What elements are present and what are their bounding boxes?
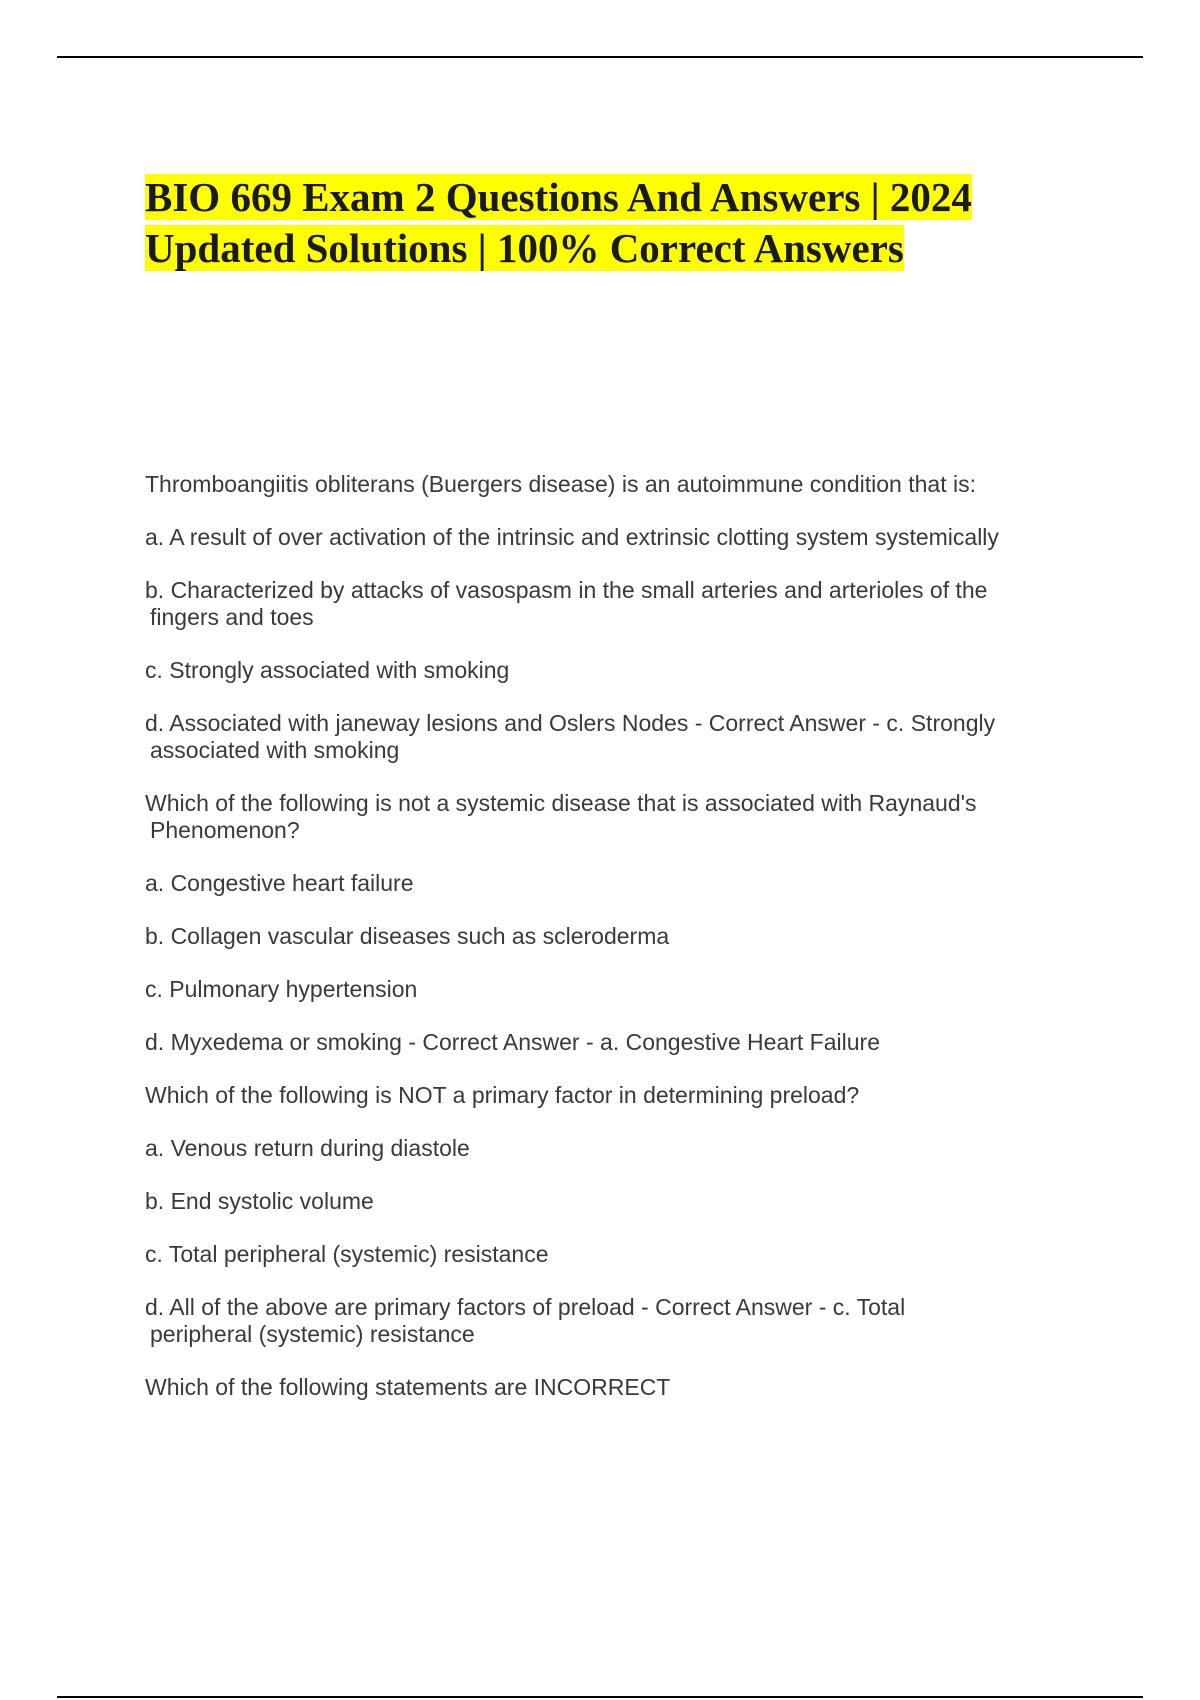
question-1-option-d-answer: d. Associated with janeway lesions and Oslers Nodes - Correct Answer - c. Strongly associated with smoking xyxy=(145,710,996,763)
question-3-option-d-answer: d. All of the above are primary factors of preload - Correct Answer - c. Total peripheral (systemic) resistance xyxy=(145,1294,906,1347)
question-2-option-b: b. Collagen vascular diseases such as scleroderma xyxy=(145,923,670,949)
footer-rule xyxy=(57,1696,1143,1698)
question-1-option-a: a. A result of over activation of the intrinsic and extrinsic clotting system systemically xyxy=(145,524,999,550)
question-1-option-b: b. Characterized by attacks of vasospasm in the small arteries and arterioles of the fingers and toes xyxy=(145,577,988,630)
question-3-option-b: b. End systolic volume xyxy=(145,1188,374,1214)
question-2-option-a: a. Congestive heart failure xyxy=(145,870,414,896)
question-3-option-a: a. Venous return during diastole xyxy=(145,1135,470,1161)
question-2-stem: Which of the following is not a systemic disease that is associated with Raynaud's Phenomenon? xyxy=(145,790,977,843)
question-4-stem: Which of the following statements are INCORRECT xyxy=(145,1374,671,1400)
question-2-option-d-answer: d. Myxedema or smoking - Correct Answer - a. Congestive Heart Failure xyxy=(145,1029,880,1055)
header-rule xyxy=(57,56,1143,58)
question-1-option-c: c. Strongly associated with smoking xyxy=(145,657,510,683)
title-line-2: Updated Solutions | 100% Correct Answers xyxy=(145,225,904,271)
question-3-stem: Which of the following is NOT a primary factor in determining preload? xyxy=(145,1082,860,1108)
question-list xyxy=(145,471,1090,1427)
question-3-option-c: c. Total peripheral (systemic) resistance xyxy=(145,1241,549,1267)
question-1-stem: Thromboangiitis obliterans (Buergers disease) is an autoimmune condition that is: xyxy=(145,471,976,497)
question-2-option-c: c. Pulmonary hypertension xyxy=(145,976,418,1002)
document-title xyxy=(145,172,1065,274)
title-line-1: BIO 669 Exam 2 Questions And Answers | 2024 xyxy=(145,174,972,220)
